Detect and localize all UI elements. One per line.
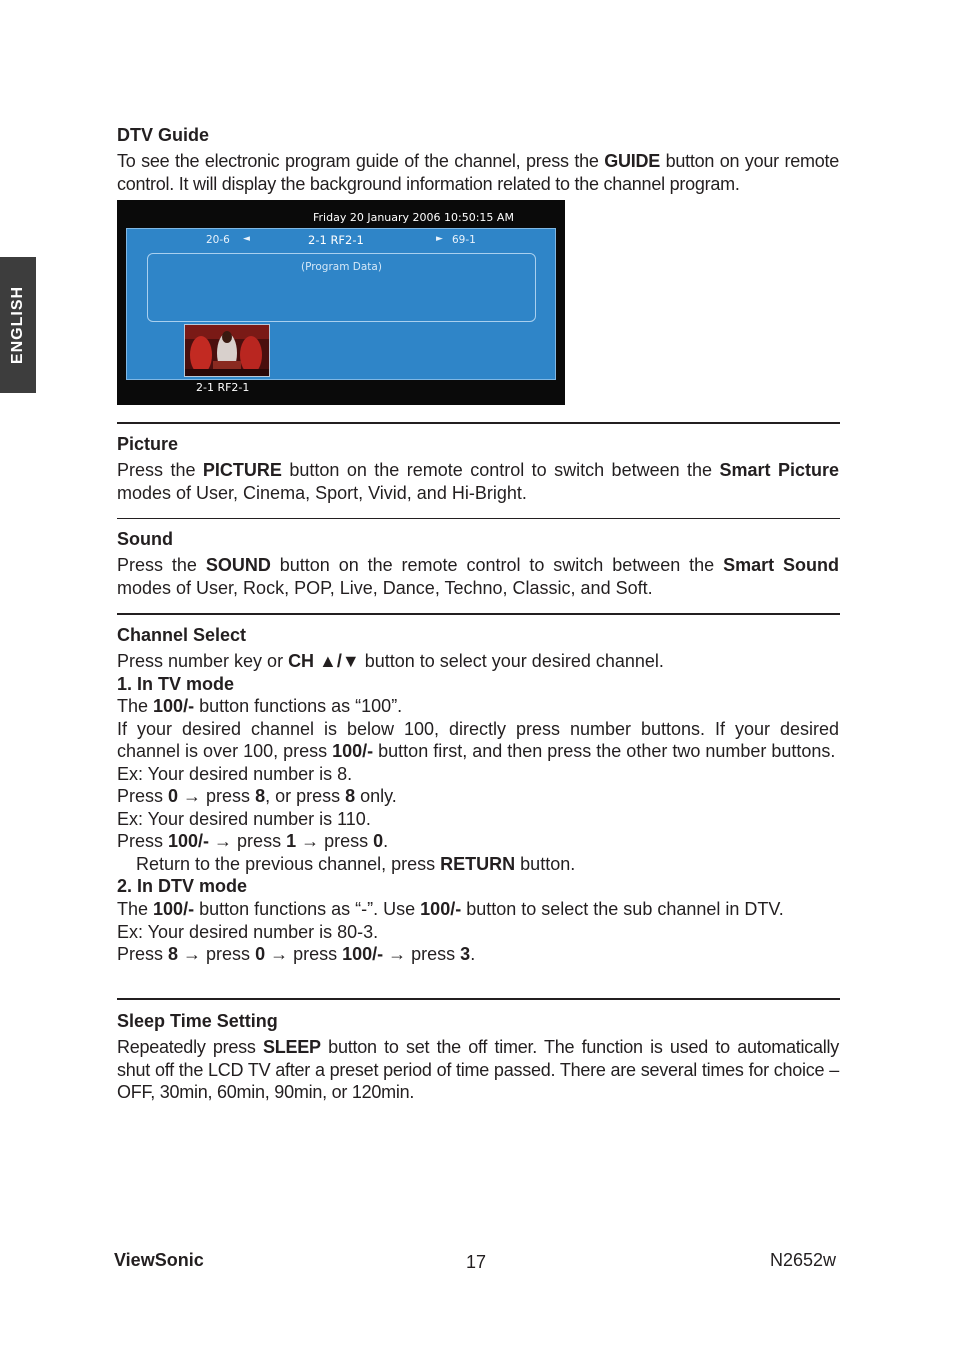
text: Press number key or (117, 651, 289, 671)
epg-bottom-channel-label: 2-1 RF2-1 (196, 381, 250, 394)
text: Press the (117, 460, 203, 480)
text-bold: SLEEP (263, 1037, 321, 1057)
tv-mode-heading: 1. In TV mode (117, 673, 235, 694)
text: Press (117, 786, 169, 806)
page-number: 17 (466, 1252, 487, 1272)
channel-select-heading: Channel Select (117, 625, 247, 645)
text: button. (515, 853, 576, 874)
sleep-paragraph (117, 1036, 839, 1104)
epg-datetime: Friday 20 January 2006 10:50:15 AM (313, 211, 514, 224)
picture-heading: Picture (117, 434, 179, 454)
picture-paragraph (117, 459, 839, 504)
text-bold: Smart Picture (719, 460, 839, 480)
text: . (470, 944, 476, 964)
channel-select-section (117, 624, 839, 966)
section-divider (117, 998, 840, 1000)
left-arrow-icon: ◄ (243, 234, 250, 244)
section-divider (117, 613, 840, 615)
epg-screenshot (117, 200, 565, 405)
text-bold: 8 (345, 786, 356, 806)
text-bold: 100/- (332, 741, 374, 761)
text: . (383, 831, 389, 851)
sound-section (117, 528, 839, 599)
dtv-guide-paragraph (117, 150, 839, 195)
epg-program-data: (Program Data) (301, 261, 382, 273)
sound-paragraph (117, 554, 839, 599)
tv-mode-line-1 (117, 695, 839, 718)
text: , or press (265, 786, 346, 806)
text-bold: 1 (286, 831, 297, 851)
example-1: Ex: Your desired number is 8. (117, 763, 353, 784)
text: button functions as “-”. Use (194, 899, 421, 919)
text: → press (178, 786, 256, 806)
text: button to select your desired channel. (359, 651, 664, 671)
text: → press (265, 944, 343, 964)
text-bold: 100/- (420, 899, 462, 919)
dtv-guide-heading: DTV Guide (117, 125, 210, 145)
text-bold: 3 (460, 944, 471, 964)
text-bold: 100/- (153, 899, 195, 919)
text: Press the (117, 555, 206, 575)
channel-preview-thumbnail (184, 324, 270, 377)
sleep-section (117, 1010, 839, 1104)
text: button to set the off timer. The function is used to automatically shut off the LCD TV after a preset period of time passed. There are several times for choice – OFF, 30min, 60min, 90min, or 120min. (117, 1037, 839, 1102)
epg-prev-channel: 20-6 (206, 234, 230, 246)
tv-mode-line-2 (117, 718, 839, 763)
right-arrow-icon: ► (436, 234, 443, 244)
text: button on the remote control to switch between the (281, 460, 720, 480)
picture-section (117, 433, 839, 504)
text: The (117, 696, 154, 716)
text-bold: RETURN (440, 853, 516, 874)
text: Press (117, 944, 169, 964)
text: The (117, 899, 154, 919)
example-3: Ex: Your desired number is 80-3. (117, 921, 379, 942)
text: To see the electronic program guide of the channel, press the (117, 151, 605, 171)
text-bold: 0 (168, 786, 179, 806)
section-divider (117, 518, 840, 519)
text-bold: 100/- (168, 831, 210, 851)
dtv-mode-line-2 (117, 943, 839, 966)
text-bold: 100/- (342, 944, 384, 964)
text: Return to the previous channel, press (136, 853, 441, 874)
text: modes of User, Rock, POP, Live, Dance, Techno, Classic, and Soft. (117, 577, 653, 598)
dtv-guide-section (117, 124, 839, 195)
text: button functions as “100”. (194, 696, 403, 716)
text: only. (355, 786, 397, 806)
footer-brand: ViewSonic (114, 1250, 204, 1270)
sleep-heading: Sleep Time Setting (117, 1011, 278, 1031)
epg-program-box (147, 253, 536, 322)
text-bold: SOUND (205, 555, 271, 575)
tv-mode-line-4 (117, 830, 839, 853)
language-tab-label: ENGLISH (9, 285, 26, 365)
example-2: Ex: Your desired number is 110. (117, 808, 371, 829)
text: Repeatedly press (117, 1037, 264, 1057)
epg-panel (126, 228, 556, 394)
language-tab (0, 257, 36, 393)
text-bold: 0 (255, 944, 266, 964)
text: → press (178, 944, 256, 964)
dtv-mode-line-1 (117, 898, 839, 921)
text-bold: GUIDE (604, 151, 660, 171)
text-bold: Smart Sound (723, 555, 839, 575)
tv-mode-line-5 (117, 853, 839, 876)
epg-next-channel: 69-1 (452, 234, 476, 246)
text: modes of User, Cinema, Sport, Vivid, and Hi-Bright. (117, 482, 527, 503)
dtv-mode-heading: 2. In DTV mode (117, 876, 248, 896)
text: button first, and then press the other two number buttons. (373, 741, 836, 761)
text: → press (296, 831, 374, 851)
sound-heading: Sound (117, 529, 173, 549)
text: If your desired channel is below 100, directly press number buttons. If your desired channel is over 100, press (117, 718, 839, 761)
text-bold: 8 (255, 786, 266, 806)
epg-current-channel: 2-1 RF2-1 (308, 233, 364, 247)
text-bold: PICTURE (202, 460, 282, 480)
preview-image (185, 325, 269, 376)
text: → press (383, 944, 461, 964)
section-divider (117, 422, 840, 424)
text-bold: 0 (373, 831, 384, 851)
footer-model: N2652w (770, 1250, 837, 1270)
text: button to select the sub channel in DTV. (461, 899, 784, 919)
text-bold: 8 (168, 944, 179, 964)
text: button on your remote control. It will display the background information related to the channel program. (117, 151, 839, 194)
tv-mode-line-3 (117, 785, 839, 808)
text: → press (209, 831, 287, 851)
text-bold: CH ▲/▼ (288, 651, 360, 671)
text: Press (117, 831, 169, 851)
text: button on the remote control to switch between the (270, 555, 724, 575)
channel-intro (117, 650, 839, 673)
text-bold: 100/- (153, 696, 195, 716)
